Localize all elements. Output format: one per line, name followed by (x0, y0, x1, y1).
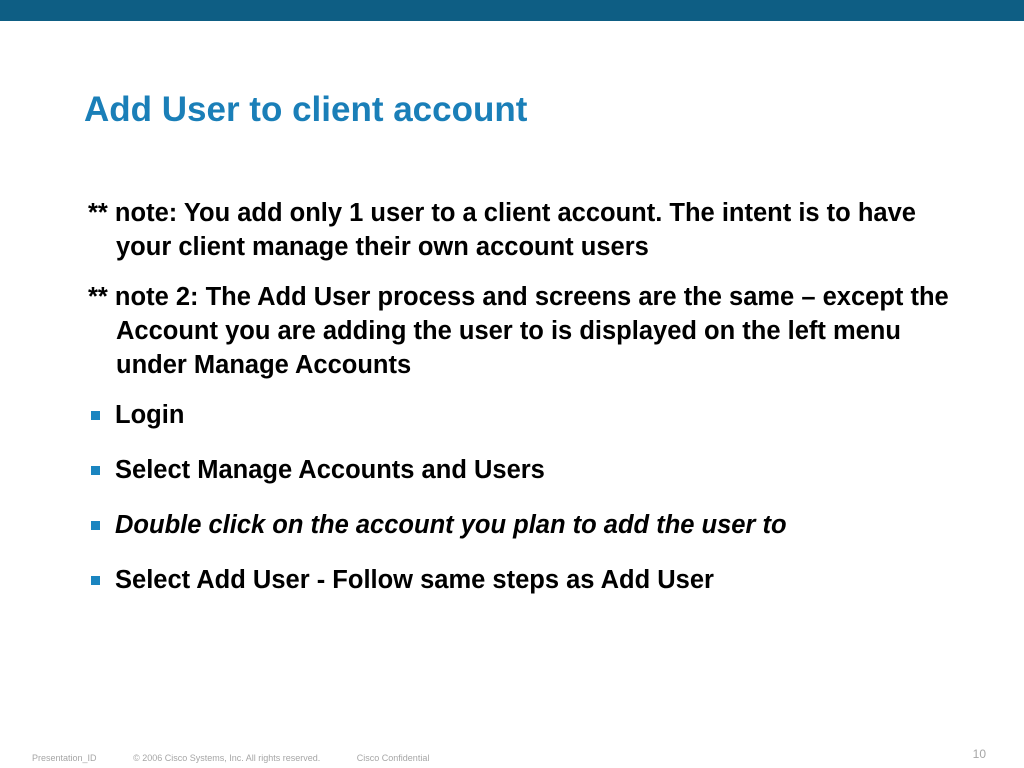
bullet-item-manage-accounts (88, 453, 978, 487)
presentation-id: Presentation_ID (32, 753, 97, 763)
bullet-text: Double click on the account you plan to add the user to (115, 511, 787, 539)
note-1: ** note: You add only 1 user to a client account. The intent is to have your client manage their own account users (88, 199, 916, 261)
square-bullet-icon (91, 576, 100, 585)
square-bullet-icon (91, 521, 100, 530)
copyright-text: © 2006 Cisco Systems, Inc. All rights reserved. (133, 753, 321, 763)
bullet-item-double-click (88, 508, 978, 542)
bullet-text: Select Manage Accounts and Users (115, 456, 545, 484)
note-2: ** note 2: The Add User process and screens are the same – except the Account you are adding the user to is displayed on the left menu under Manage Accounts (88, 283, 949, 379)
slide-footer (32, 753, 463, 763)
slide-body (88, 196, 978, 618)
bullet-text: Login (115, 401, 185, 429)
square-bullet-icon (91, 466, 100, 475)
page-number: 10 (972, 747, 986, 761)
confidential-label: Cisco Confidential (356, 753, 430, 763)
square-bullet-icon (91, 411, 100, 420)
slide-title: Add User to client account (84, 90, 528, 129)
bullet-item-add-user (88, 563, 978, 597)
bullet-item-login (88, 398, 978, 432)
top-banner (0, 0, 1024, 21)
bullet-text: Select Add User - Follow same steps as Add User (115, 566, 714, 594)
